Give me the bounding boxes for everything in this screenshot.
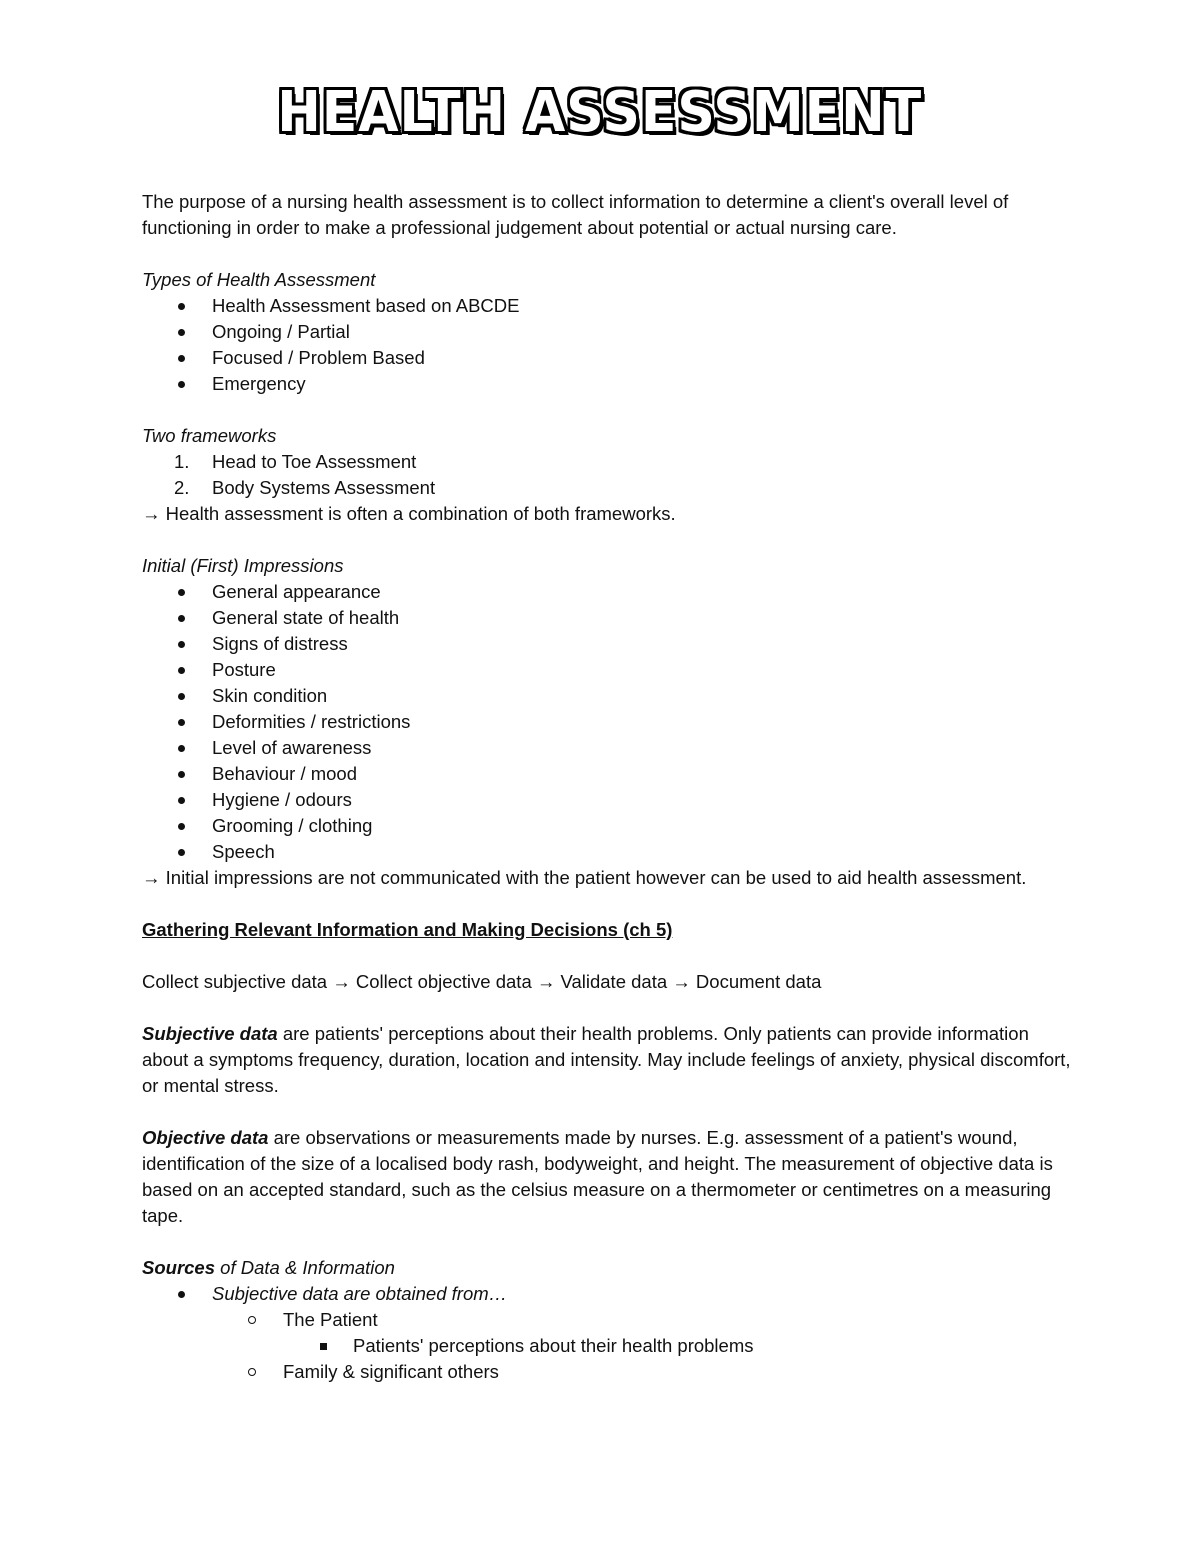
gathering-heading: Gathering Relevant Information and Making Decisions (ch 5) <box>142 919 673 940</box>
list-item: General state of health <box>142 605 1072 631</box>
list-item: 2. Body Systems Assessment <box>174 477 436 498</box>
list-item: Patients' perceptions about their health problems <box>142 1333 1072 1359</box>
list-item: Ongoing / Partial <box>142 319 1072 345</box>
bullet-icon <box>178 355 185 362</box>
frameworks-list <box>142 449 1072 501</box>
list-item: Speech <box>142 839 1072 865</box>
square-bullet-icon <box>320 1343 327 1350</box>
objective-term: Objective data <box>142 1127 269 1148</box>
list-item: Signs of distress <box>142 631 1072 657</box>
list-item: Level of awareness <box>142 735 1072 761</box>
list-item: Emergency <box>142 371 1072 397</box>
bullet-icon <box>178 849 185 856</box>
subjective-text: are patients' perceptions about their health problems. Only patients can provide information about a symptoms frequency, duration, location and intensity. May include feelings of anxiety, physical discomfort, or mental stress. <box>142 1023 1071 1096</box>
list-item: General appearance <box>142 579 1072 605</box>
list-item: Subjective data are obtained from… <box>142 1281 1072 1307</box>
objective-paragraph <box>142 1125 1072 1229</box>
bullet-icon <box>178 615 185 622</box>
list-item: Focused / Problem Based <box>142 345 1072 371</box>
types-heading: Types of Health Assessment <box>142 269 376 290</box>
bullet-icon <box>178 381 185 388</box>
hollow-bullet-icon <box>248 1316 256 1324</box>
bullet-icon <box>178 667 185 674</box>
list-item: Skin condition <box>142 683 1072 709</box>
impressions-note: → Initial impressions are not communicated with the patient however can be used to aid health assessment. <box>142 867 1027 888</box>
frameworks-note: → Health assessment is often a combination of both frameworks. <box>142 503 676 524</box>
hollow-bullet-icon <box>248 1368 256 1376</box>
title-block <box>0 78 1200 148</box>
sources-term: Sources <box>142 1257 216 1278</box>
sources-heading: Sources of Data & Information <box>142 1257 395 1278</box>
bullet-icon <box>178 589 185 596</box>
page-title: HEALTH ASSESSMENT <box>277 80 923 145</box>
subjective-paragraph <box>142 1021 1072 1099</box>
list-item: Hygiene / odours <box>142 787 1072 813</box>
subjective-term: Subjective data <box>142 1023 278 1044</box>
list-item: 1. Head to Toe Assessment <box>174 451 417 472</box>
objective-text: are observations or measurements made by nurses. E.g. assessment of a patient's wound, identification of the size of a localised body rash, bodyweight, and height. The measurement of objective data is based on an accepted standard, such as the celsius measure on a thermometer or centimetres on a measuring tape. <box>142 1127 1053 1226</box>
bullet-icon <box>178 1291 185 1298</box>
bullet-icon <box>178 823 185 830</box>
list-item: Behaviour / mood <box>142 761 1072 787</box>
list-item: The Patient <box>142 1307 1072 1333</box>
bullet-icon <box>178 641 185 648</box>
sources-list <box>142 1281 1072 1385</box>
document-body <box>142 189 1072 1385</box>
bullet-icon <box>178 797 185 804</box>
impressions-list <box>142 579 1072 865</box>
frameworks-heading: Two frameworks <box>142 425 277 446</box>
list-item: Health Assessment based on ABCDE <box>142 293 1072 319</box>
bullet-icon <box>178 329 185 336</box>
bullet-icon <box>178 719 185 726</box>
bullet-icon <box>178 693 185 700</box>
list-item: Deformities / restrictions <box>142 709 1072 735</box>
impressions-heading: Initial (First) Impressions <box>142 555 344 576</box>
bullet-icon <box>178 303 185 310</box>
list-item: Family & significant others <box>142 1359 1072 1385</box>
list-item: Grooming / clothing <box>142 813 1072 839</box>
bullet-icon <box>178 745 185 752</box>
data-flow: Collect subjective data → Collect objective data → Validate data → Document data <box>142 971 822 992</box>
list-item: Posture <box>142 657 1072 683</box>
intro-paragraph: The purpose of a nursing health assessment is to collect information to determine a client's overall level of functioning in order to make a professional judgement about potential or actual nursing care. <box>142 191 1009 238</box>
bullet-icon <box>178 771 185 778</box>
types-list <box>142 293 1072 397</box>
